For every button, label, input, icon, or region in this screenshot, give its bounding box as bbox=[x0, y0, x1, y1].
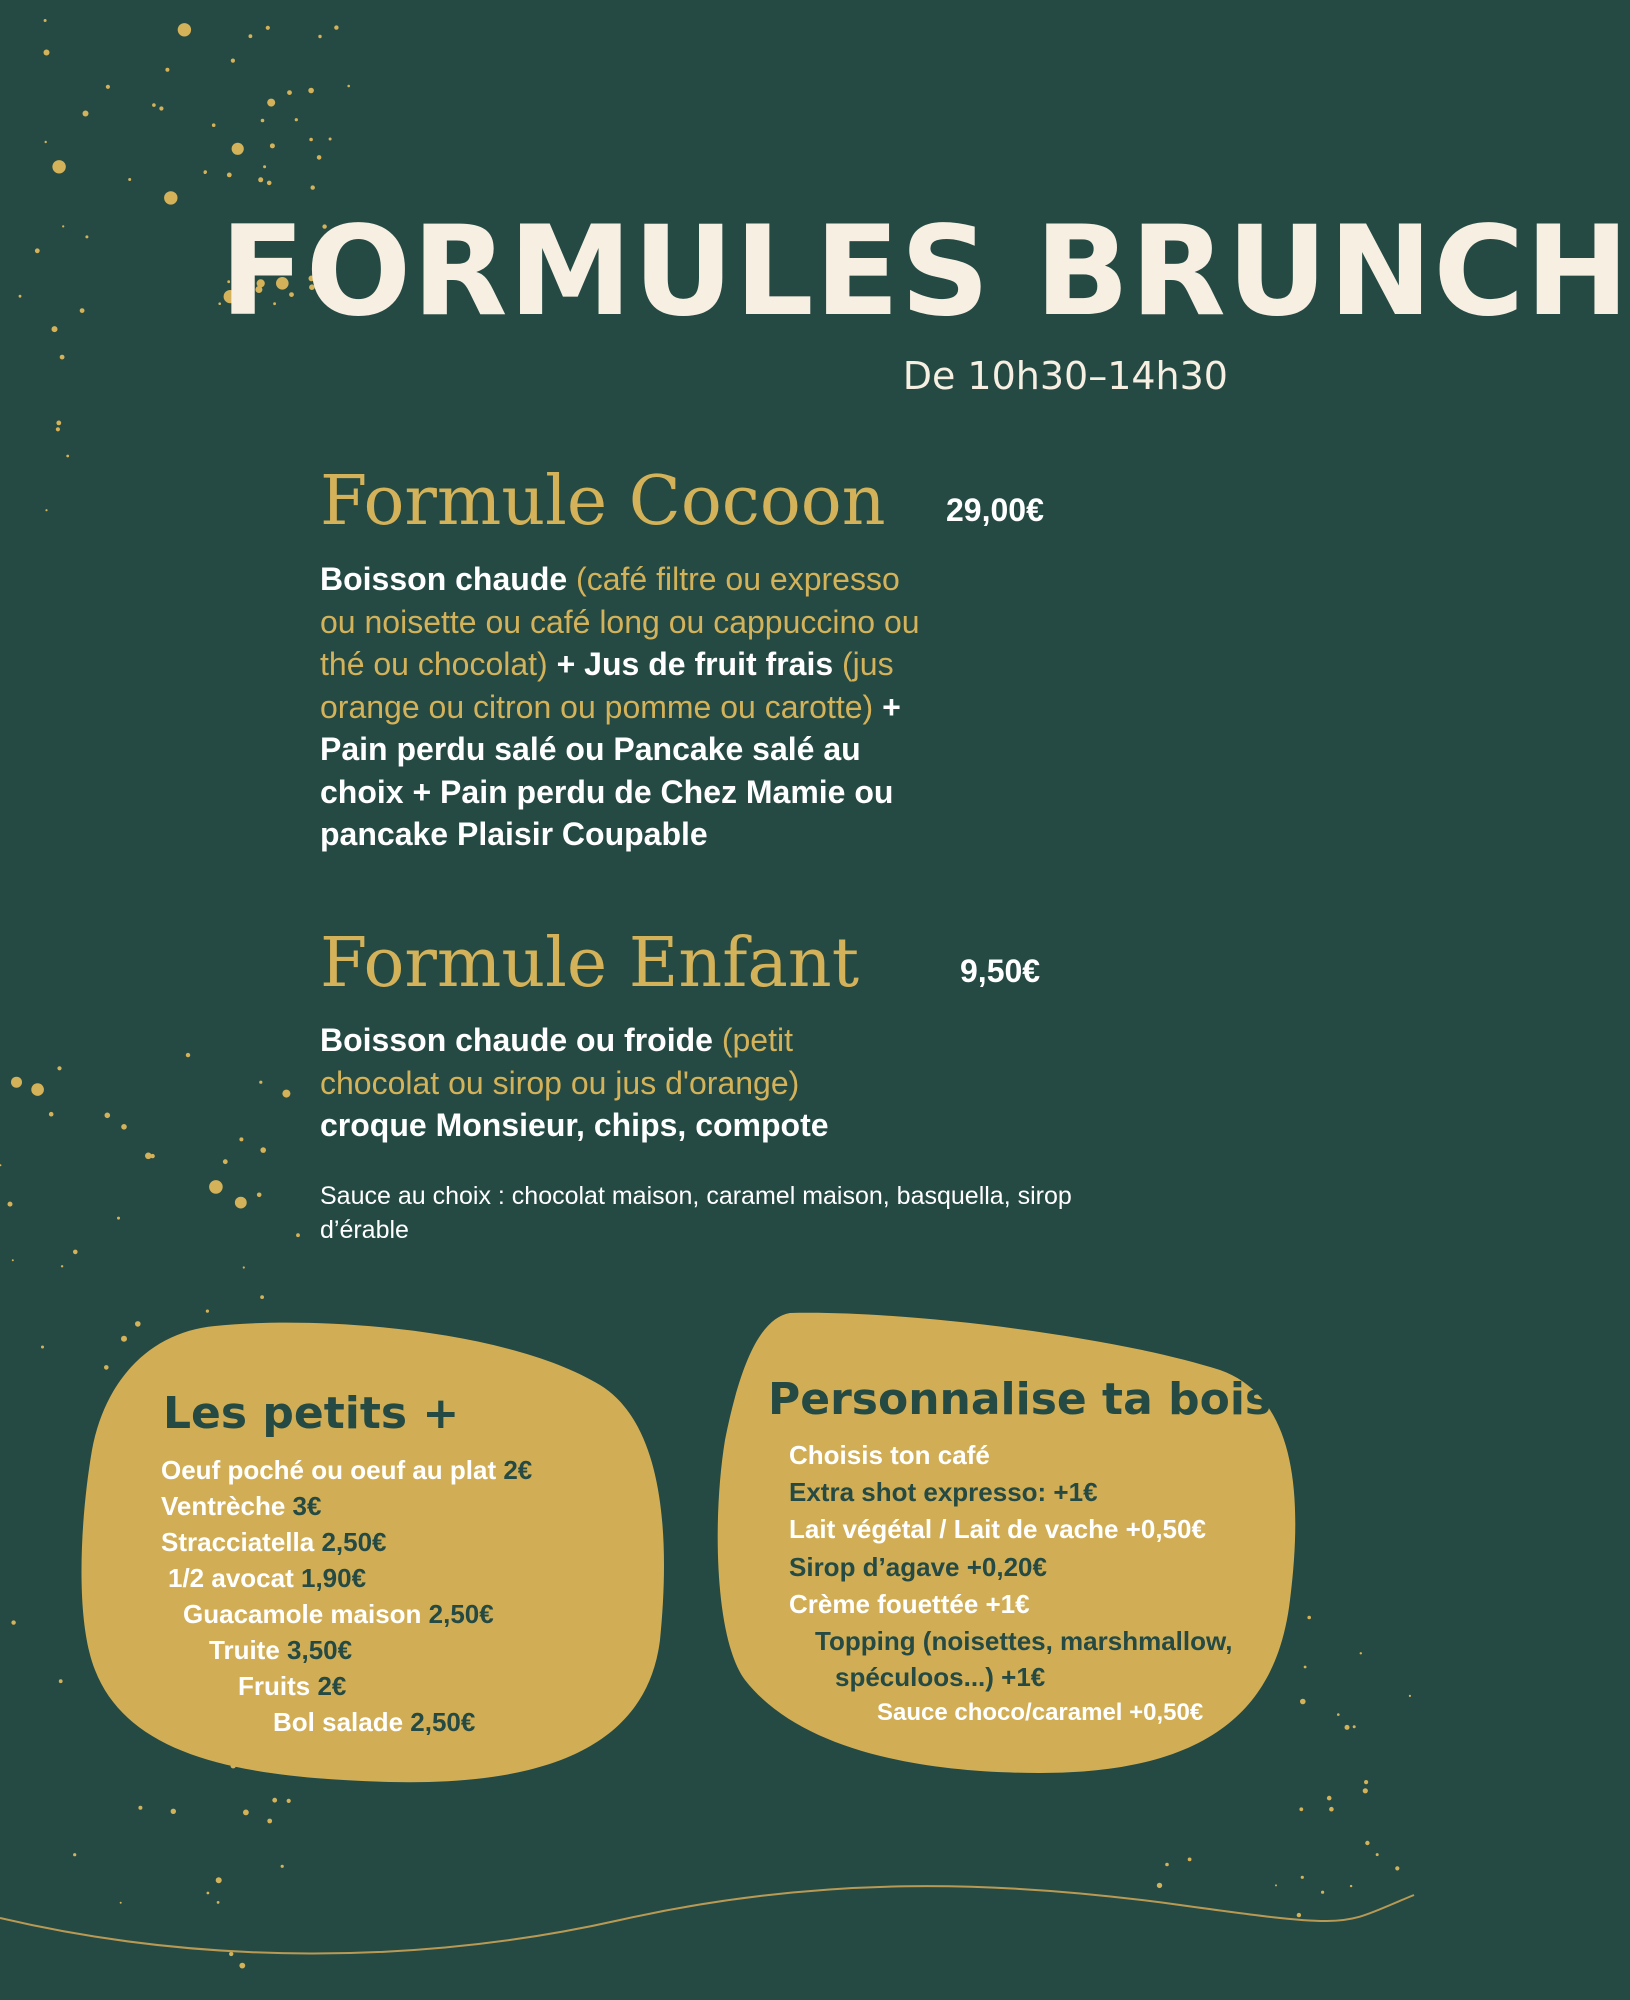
personnalise-item: Sirop d’agave +0,20€ bbox=[789, 1552, 1047, 1582]
item-price: 2€ bbox=[503, 1455, 533, 1485]
formula-cocoon-price: 29,00€ bbox=[946, 492, 1044, 528]
personnalise-item: spéculoos...) +1€ bbox=[835, 1662, 1046, 1692]
formula-enfant-price: 9,50€ bbox=[960, 953, 1041, 989]
item-price: 1,90€ bbox=[300, 1563, 367, 1593]
petits-plus-item bbox=[183, 1599, 494, 1630]
description-segment: + Jus de fruit frais bbox=[556, 646, 843, 682]
opening-hours: De 10h30–14h30 bbox=[902, 354, 1228, 398]
formula-cocoon-name: Formule Cocoon bbox=[320, 462, 886, 541]
item-price: 2€ bbox=[317, 1671, 347, 1701]
personnalise-item: Topping (noisettes, marshmallow, bbox=[815, 1626, 1233, 1656]
item-price: 3,50€ bbox=[287, 1635, 353, 1665]
item-label: Stracciatella bbox=[161, 1527, 322, 1557]
item-label: Guacamole maison bbox=[183, 1599, 429, 1629]
petits-plus-item bbox=[238, 1671, 346, 1702]
page-title: FORMULES BRUNCH bbox=[220, 200, 1630, 344]
personnalise-item: Extra shot expresso: +1€ bbox=[789, 1477, 1098, 1507]
petits-plus-item bbox=[209, 1635, 352, 1666]
item-price: 3€ bbox=[292, 1491, 322, 1521]
item-label: Truite bbox=[209, 1635, 288, 1665]
petits-plus-item bbox=[273, 1707, 475, 1738]
personnalise-item: Sauce choco/caramel +0,50€ bbox=[877, 1699, 1204, 1726]
item-price: 2,50€ bbox=[321, 1527, 387, 1557]
description-segment: (jus orange ou citron ou pomme ou carotte) bbox=[320, 646, 894, 725]
sauce-note: Sauce au choix : chocolat maison, caramel maison, basquella, sirop d’érable bbox=[320, 1182, 1072, 1244]
formula-enfant-name: Formule Enfant bbox=[320, 924, 860, 1003]
petits-plus-title: Les petits + bbox=[163, 1388, 460, 1439]
petits-plus-item bbox=[161, 1455, 532, 1486]
item-label: Ventrèche bbox=[161, 1491, 293, 1521]
item-price: 2,50€ bbox=[428, 1599, 494, 1629]
petits-plus-item bbox=[161, 1527, 387, 1558]
personnalise-item: Choisis ton café bbox=[789, 1440, 990, 1470]
description-segment: (petit chocolat ou sirop ou jus d'orange) bbox=[320, 1022, 800, 1101]
personnalise-item: Lait végétal / Lait de vache +0,50€ bbox=[789, 1514, 1206, 1544]
description-segment: Boisson chaude bbox=[320, 561, 577, 597]
petits-plus-item bbox=[161, 1491, 321, 1522]
personnalise-item: Crème fouettée +1€ bbox=[789, 1589, 1030, 1619]
description-segment: croque Monsieur, chips, compote bbox=[320, 1107, 829, 1143]
item-price: 2,50€ bbox=[410, 1707, 476, 1737]
description-segment: Boisson chaude ou froide bbox=[320, 1022, 722, 1058]
petits-plus-item bbox=[168, 1563, 366, 1594]
item-label: 1/2 avocat bbox=[168, 1563, 301, 1593]
item-label: Bol salade bbox=[273, 1707, 411, 1737]
description-segment: (café filtre ou expresso ou noisette ou café long ou cappuccino ou thé ou chocolat) bbox=[320, 561, 920, 682]
item-label: Oeuf poché ou oeuf au plat bbox=[161, 1455, 504, 1485]
personnalise-title: Personnalise ta boisson bbox=[768, 1374, 1359, 1425]
description-segment: + Pain perdu salé ou Pancake salé au choix + Pain perdu de Chez Mamie ou pancake Plaisir Coupable bbox=[320, 688, 901, 852]
item-label: Fruits bbox=[238, 1671, 318, 1701]
